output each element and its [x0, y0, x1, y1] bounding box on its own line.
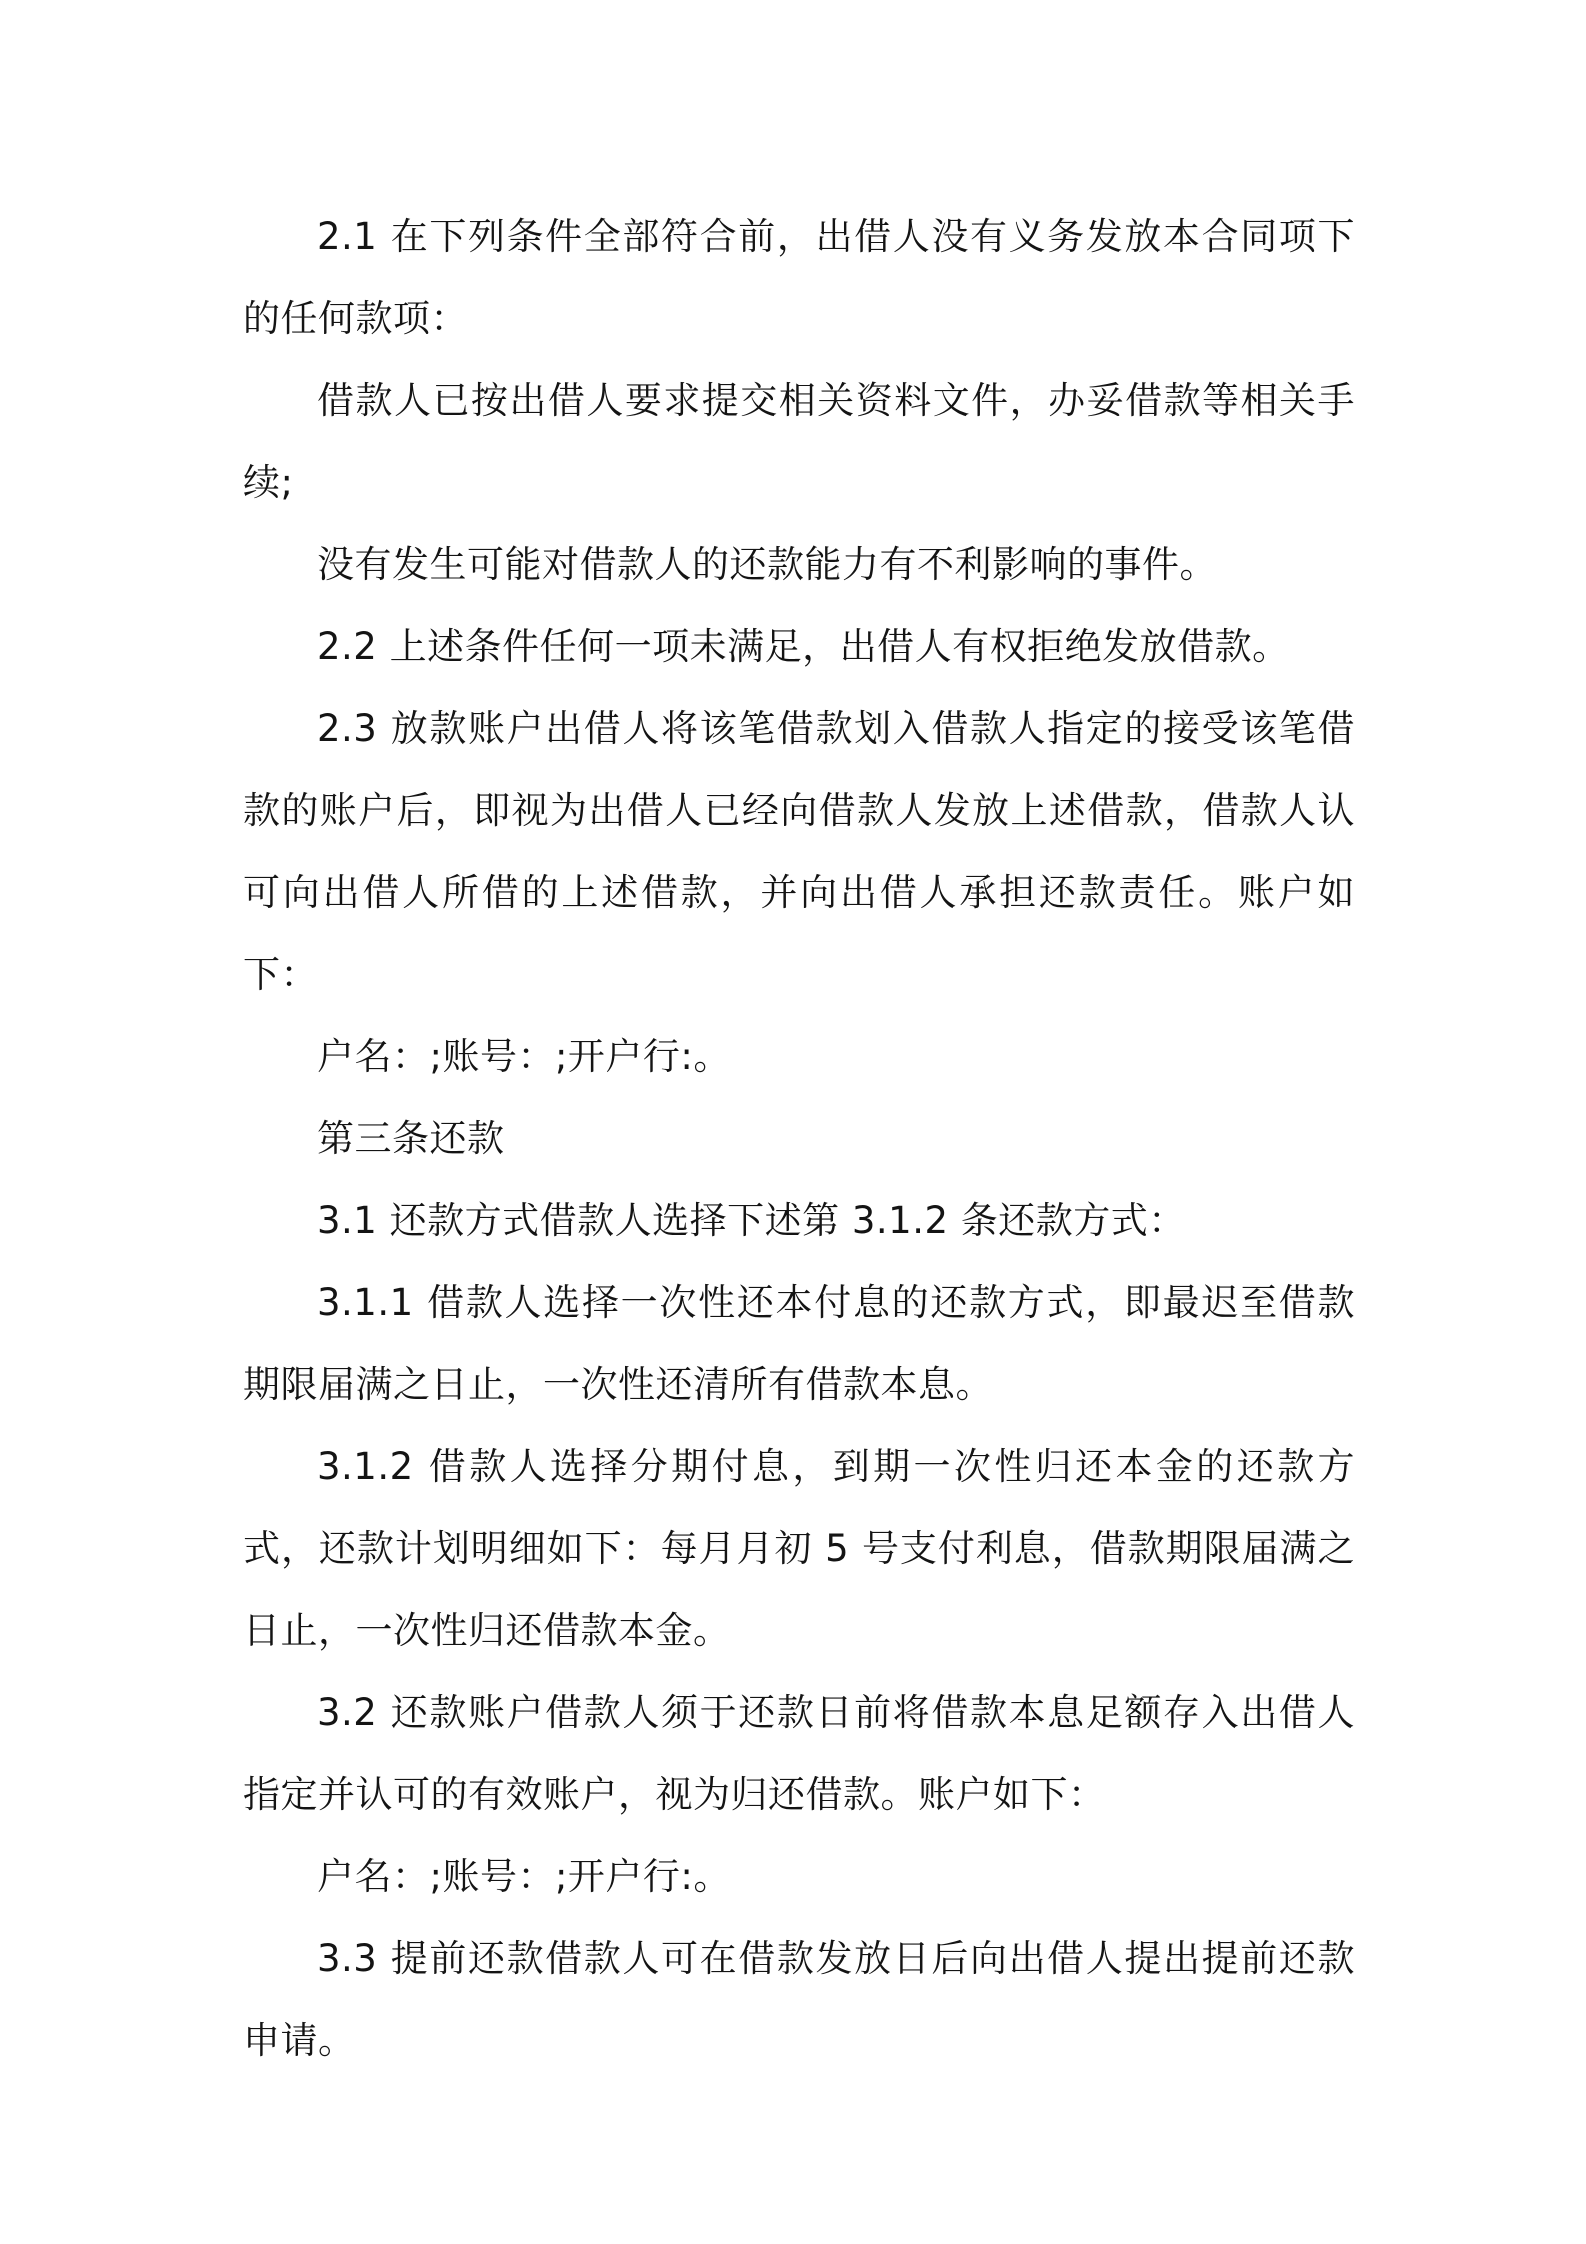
clause-2-2: 2.2 上述条件任何一项未满足，出借人有权拒绝发放借款。 — [317, 625, 1290, 668]
clause-3-1-2: 3.1.2 借款人选择分期付息，到期一次性归还本金的还款方式，还款计划明细如下：每月月初 5 号支付利息，借款期限届满之日止，一次性归还借款本金。 — [243, 1445, 1355, 1652]
condition-no-adverse-event: 没有发生可能对借款人的还款能力有不利影响的事件。 — [317, 543, 1217, 586]
disbursement-account-info: 户名：;账号：;开户行:。 — [317, 1035, 731, 1078]
clause-3-2: 3.2 还款账户借款人须于还款日前将借款本息足额存入出借人指定并认可的有效账户，视为归还借款。账户如下： — [243, 1691, 1355, 1816]
condition-documents: 借款人已按出借人要求提交相关资料文件，办妥借款等相关手续; — [243, 379, 1355, 504]
document-body — [243, 196, 1355, 2082]
clause-3-3: 3.3 提前还款借款人可在借款发放日后向出借人提出提前还款申请。 — [243, 1937, 1355, 2062]
section-heading-repayment: 第三条还款 — [317, 1117, 505, 1160]
clause-2-3: 2.3 放款账户出借人将该笔借款划入借款人指定的接受该笔借款的账户后，即视为出借人已经向借款人发放上述借款，借款人认可向出借人所借的上述借款，并向出借人承担还款责任。账户如下： — [243, 707, 1355, 996]
clause-3-1-1: 3.1.1 借款人选择一次性还本付息的还款方式，即最迟至借款期限届满之日止，一次性还清所有借款本息。 — [243, 1281, 1355, 1406]
clause-2-1: 2.1 在下列条件全部符合前，出借人没有义务发放本合同项下的任何款项： — [243, 215, 1355, 340]
clause-3-1: 3.1 还款方式借款人选择下述第 3.1.2 条还款方式： — [317, 1199, 1186, 1242]
repayment-account-info: 户名：;账号：;开户行:。 — [317, 1855, 731, 1898]
